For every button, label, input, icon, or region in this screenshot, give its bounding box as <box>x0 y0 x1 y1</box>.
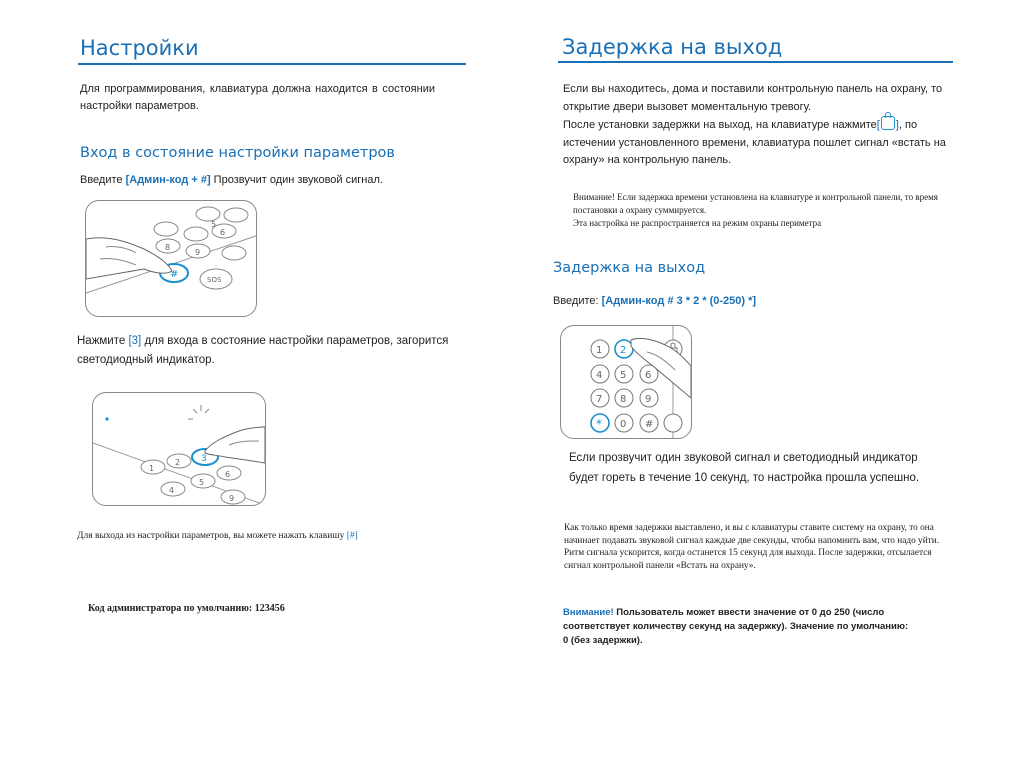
left-page-title: Настройки <box>80 36 199 60</box>
key-8-label: 8 <box>165 243 171 252</box>
key-4-label: 4 <box>169 486 175 495</box>
para1-a: Если вы находитесь, дома и поставили контрольную панель на охрану, то открытие двери вызовет моментальную тревогу. <box>563 83 943 113</box>
enter-suffix: Прозвучит один звуковой сигнал. <box>210 174 383 186</box>
right-para1 <box>563 81 953 170</box>
full-key-5: 5 <box>620 370 627 381</box>
key-2-label: 2 <box>175 458 181 467</box>
full-key-6: 6 <box>645 370 652 381</box>
right-enter-prefix: Введите: <box>553 295 602 307</box>
key-9-label: 9 <box>195 248 201 257</box>
key-6-label: 6 <box>220 228 226 237</box>
full-key-hash: # <box>645 419 654 430</box>
warning-text: Пользователь может ввести значение от 0 до 250 (число соответствует количеству секунд на задержку). Значение по умолчанию: 0 (без задержки). <box>563 607 909 646</box>
key-sos-label: SOS <box>207 276 222 284</box>
warning-label: Внимание! <box>563 607 614 618</box>
full-key-1: 1 <box>596 345 603 356</box>
key-3-label: 3 <box>201 454 207 464</box>
right-page-title: Задержка на выход <box>562 35 783 59</box>
left-enter-instruction <box>80 172 460 189</box>
para1-c: , по истечении установленного времени, клавиатура пошлет сигнал «встать на охрану» на контрольную панель. <box>563 119 946 166</box>
keypad-illustration-full <box>560 325 692 439</box>
keypad-illustration-three <box>92 392 266 506</box>
press-suffix: для входа в состояние настройки параметров, загорится светодиодный индикатор. <box>77 335 449 366</box>
exit-prefix: Для выхода из настройки параметров, вы можете нажать клавишу <box>77 531 347 541</box>
full-key-8: 8 <box>620 394 627 405</box>
left-exit-instruction <box>77 531 467 541</box>
exit-key-hash: [#] <box>346 531 358 541</box>
para1-key-close: ] <box>895 119 899 131</box>
right-note <box>573 191 943 230</box>
press-key-3: [3] <box>128 335 142 347</box>
note-2: Эта настройка не распространяется на режим охраны периметра <box>573 218 822 228</box>
right-result: Если прозвучит один звуковой сигнал и светодиодный индикатор будет гореть в течение 10 секунд, то настройка прошла успешно. <box>569 452 920 484</box>
key-5-label: 5 <box>211 220 217 229</box>
note-1: Внимание! Если задержка времени установлена на клавиатуре и контрольной панели, то время постановки а охрану суммируется. <box>573 192 938 215</box>
full-key-0: 0 <box>620 419 627 430</box>
full-key-star: * <box>596 417 602 431</box>
para1-key-open: [ <box>876 119 880 131</box>
full-key-7: 7 <box>596 394 603 405</box>
key-hash-label: # <box>170 269 179 280</box>
led-indicator <box>105 417 108 420</box>
key-1-label: 1 <box>149 464 155 473</box>
left-intro: Для программирования, клавиатура должна находится в состоянии настройки параметров. <box>80 83 435 112</box>
full-key-4: 4 <box>596 370 603 381</box>
left-section-title: Вход в состояние настройки параметров <box>80 145 395 161</box>
enter-admin-code: [Админ-код + #] <box>125 174 211 186</box>
right-para2: Как только время задержки выставлено, и вы с клавиатуры ставите систему на охрану, то она начинает подавать звуковой сигнал каждые две секунды, чтобы напомнить вам, что надо уйти. Ритм сигнала ускорится, когда останется 15 секунд для выхода. После задержки, отсылается сигнал контрольной панели «Встать на охрану». <box>564 523 940 571</box>
right-warning <box>563 606 913 648</box>
keypad-illustration-hash <box>85 200 257 317</box>
para1-b: После установки задержки на выход, на клавиатуре нажмите <box>563 119 877 131</box>
full-key-9: 9 <box>645 394 652 405</box>
right-title-rule <box>558 61 953 63</box>
key-6b-label: 6 <box>225 470 231 479</box>
right-enter-code: [Админ-код # 3 * 2 * (0-250) *] <box>601 295 757 307</box>
press-prefix: Нажмите <box>77 335 129 347</box>
key-9b-label: 9 <box>229 494 235 503</box>
lock-icon <box>881 116 895 130</box>
left-title-rule <box>78 63 466 65</box>
right-enter-instruction <box>553 293 756 310</box>
default-admin-code: Код администратора по умолчанию: 123456 <box>88 603 285 614</box>
enter-prefix: Введите <box>80 174 126 186</box>
right-section-title: Задержка на выход <box>553 260 706 276</box>
full-key-2: 2 <box>620 345 627 356</box>
left-press-instruction <box>77 332 465 370</box>
key-5b-label: 5 <box>199 478 205 487</box>
